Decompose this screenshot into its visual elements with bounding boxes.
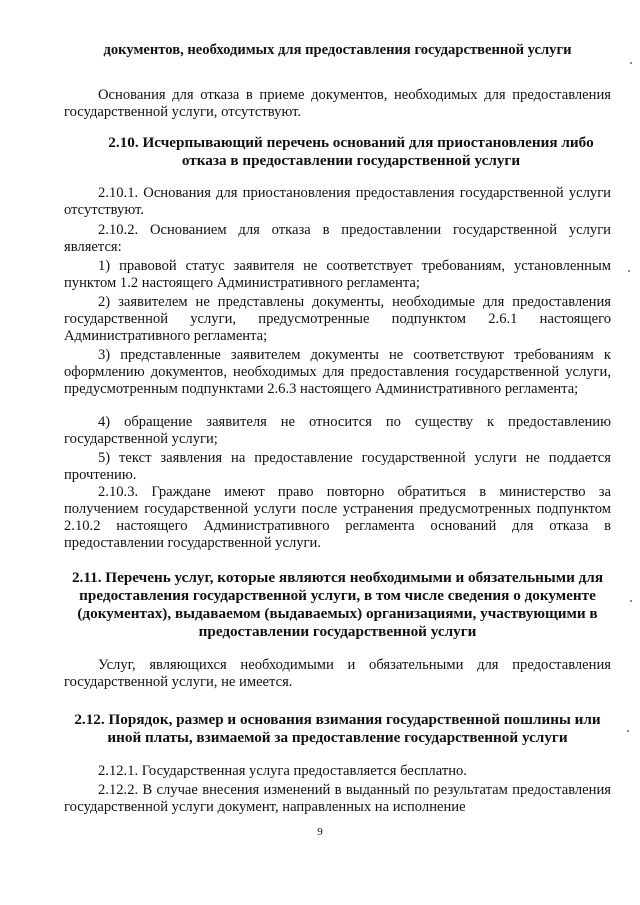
paragraph-2-10-3: 2.10.3. Граждане имеют право повторно обратиться в министерство за получением государственной услуги после устранения предусмотренных подпунктом 2.10.2 настоящего Административного регламента оснований для отказа в предоставлении государственной услуги. bbox=[64, 484, 611, 551]
list-item-3: 3) представленные заявителем документы не соответствуют требованиям к оформлению документов, необходимых для предоставления государственной услуги, предусмотренным подпунктами 2.6.3 настоящего Административного регламента; bbox=[64, 347, 611, 397]
scan-speck bbox=[627, 730, 629, 732]
paragraph-2-10-2: 2.10.2. Основанием для отказа в предоставлении государственной услуги является: bbox=[64, 222, 611, 255]
list-item-1: 1) правовой статус заявителя не соответствует требованиям, установленным пунктом 1.2 настоящего Административного регламента; bbox=[64, 258, 611, 291]
heading-2-11: 2.11. Перечень услуг, которые являются необходимыми и обязательными для предоставления государственной услуги, в том числе сведения о документе (документах), выдаваемом (выдаваемых) организациями, участвующими в предоставлении государственной услуги bbox=[71, 569, 604, 640]
section-heading-continued: документов, необходимых для предоставления государственной услуги bbox=[103, 42, 572, 58]
heading-2-10: 2.10. Исчерпывающий перечень оснований для приостановления либо отказа в предоставлении государственной услуги bbox=[108, 134, 594, 169]
scan-speck bbox=[630, 600, 632, 602]
paragraph-refusal-grounds: Основания для отказа в приеме документов, необходимых для предоставления государственной услуги, отсутствуют. bbox=[64, 87, 611, 120]
paragraph-2-12-1: 2.12.1. Государственная услуга предоставляется бесплатно. bbox=[98, 763, 467, 779]
paragraph-2-12-2: 2.12.2. В случае внесения изменений в выданный по результатам предоставления государственной услуги документ, направленных на исполнение bbox=[64, 782, 611, 815]
list-item-5: 5) текст заявления на предоставление государственной услуги не поддается прочтению. bbox=[64, 450, 611, 483]
paragraph-2-10-1: 2.10.1. Основания для приостановления предоставления государственной услуги отсутствуют. bbox=[64, 185, 611, 218]
heading-2-12: 2.12. Порядок, размер и основания взимания государственной пошлины или иной платы, взимаемой за предоставление государственной услуги bbox=[74, 711, 601, 746]
list-item-4: 4) обращение заявителя не относится по существу к предоставлению государственной услуги; bbox=[64, 414, 611, 447]
page-number: 9 bbox=[317, 826, 323, 838]
scan-speck bbox=[630, 62, 632, 64]
scan-speck bbox=[628, 270, 630, 272]
paragraph-2-11: Услуг, являющихся необходимыми и обязательными для предоставления государственной услуги, не имеется. bbox=[64, 657, 611, 690]
list-item-2: 2) заявителем не представлены документы, необходимые для предоставления государственной услуги, предусмотренные подпунктом 2.6.1 настоящего Административного регламента; bbox=[64, 294, 611, 344]
